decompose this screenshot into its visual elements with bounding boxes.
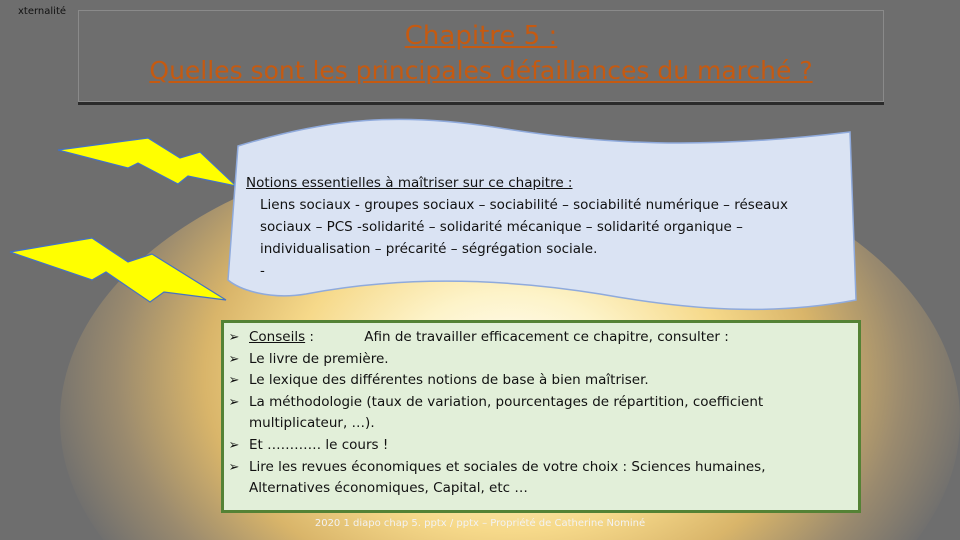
- conseils-intro: Afin de travailler efficacement ce chapitre, consulter :: [364, 329, 729, 345]
- notions-panel: [246, 172, 846, 282]
- list-item-text: La méthodologie (taux de variation, pourcentages de répartition, coefficient: [249, 393, 764, 410]
- list-item-text: Le livre de première.: [249, 350, 389, 367]
- footer-credit: 2020 1 diapo chap 5. pptx / pptx – Propriété de Catherine Nominé: [314, 518, 646, 529]
- list-item-text: Le lexique des différentes notions de base à bien maîtriser.: [249, 372, 649, 389]
- notions-heading: Notions essentielles à maîtriser sur ce chapitre :: [246, 175, 573, 191]
- arrow-bullet-icon: ➢: [228, 394, 240, 410]
- notions-line: sociaux – PCS -solidarité – solidarité mécanique – solidarité organique –: [260, 219, 743, 235]
- conseils-separator: :: [305, 329, 319, 345]
- conseils-list: [224, 323, 858, 500]
- list-item-continuation: [224, 413, 848, 435]
- chapter-question: Quelles sont les principales défaillances du marché ?: [149, 56, 813, 85]
- lightning-bolt-bottom-icon: [10, 238, 226, 302]
- list-item: [224, 457, 848, 479]
- arrow-bullet-icon: ➢: [228, 459, 240, 475]
- conseils-box: [221, 320, 861, 513]
- arrow-bullet-icon: ➢: [228, 437, 240, 453]
- conseils-keyword: Conseils: [249, 329, 306, 345]
- list-item-text: multiplicateur, …).: [249, 415, 375, 432]
- list-item: [224, 435, 848, 457]
- list-item-continuation: [224, 478, 848, 500]
- notions-body: [246, 194, 846, 282]
- list-item: [224, 370, 848, 392]
- corner-label: xternalité: [18, 6, 67, 17]
- notions-line: individualisation – précarité – ségrégation sociale.: [260, 241, 598, 257]
- lightning-bolt-top-icon: [58, 138, 236, 186]
- notions-line: -: [260, 263, 265, 279]
- list-item: [224, 392, 848, 414]
- arrow-bullet-icon: ➢: [228, 373, 240, 389]
- list-item-text: Lire les revues économiques et sociales de votre choix : Sciences humaines,: [249, 458, 766, 475]
- list-item: [224, 349, 848, 371]
- chapter-title: Chapitre 5 :: [404, 21, 558, 51]
- list-item: [224, 327, 848, 349]
- list-item-text: Alternatives économiques, Capital, etc …: [249, 480, 528, 497]
- notions-line: Liens sociaux - groupes sociaux – sociabilité – sociabilité numérique – réseaux: [260, 197, 788, 213]
- arrow-bullet-icon: ➢: [228, 330, 240, 345]
- list-item-text: Et ………… le cours !: [249, 436, 389, 453]
- arrow-bullet-icon: ➢: [228, 351, 240, 367]
